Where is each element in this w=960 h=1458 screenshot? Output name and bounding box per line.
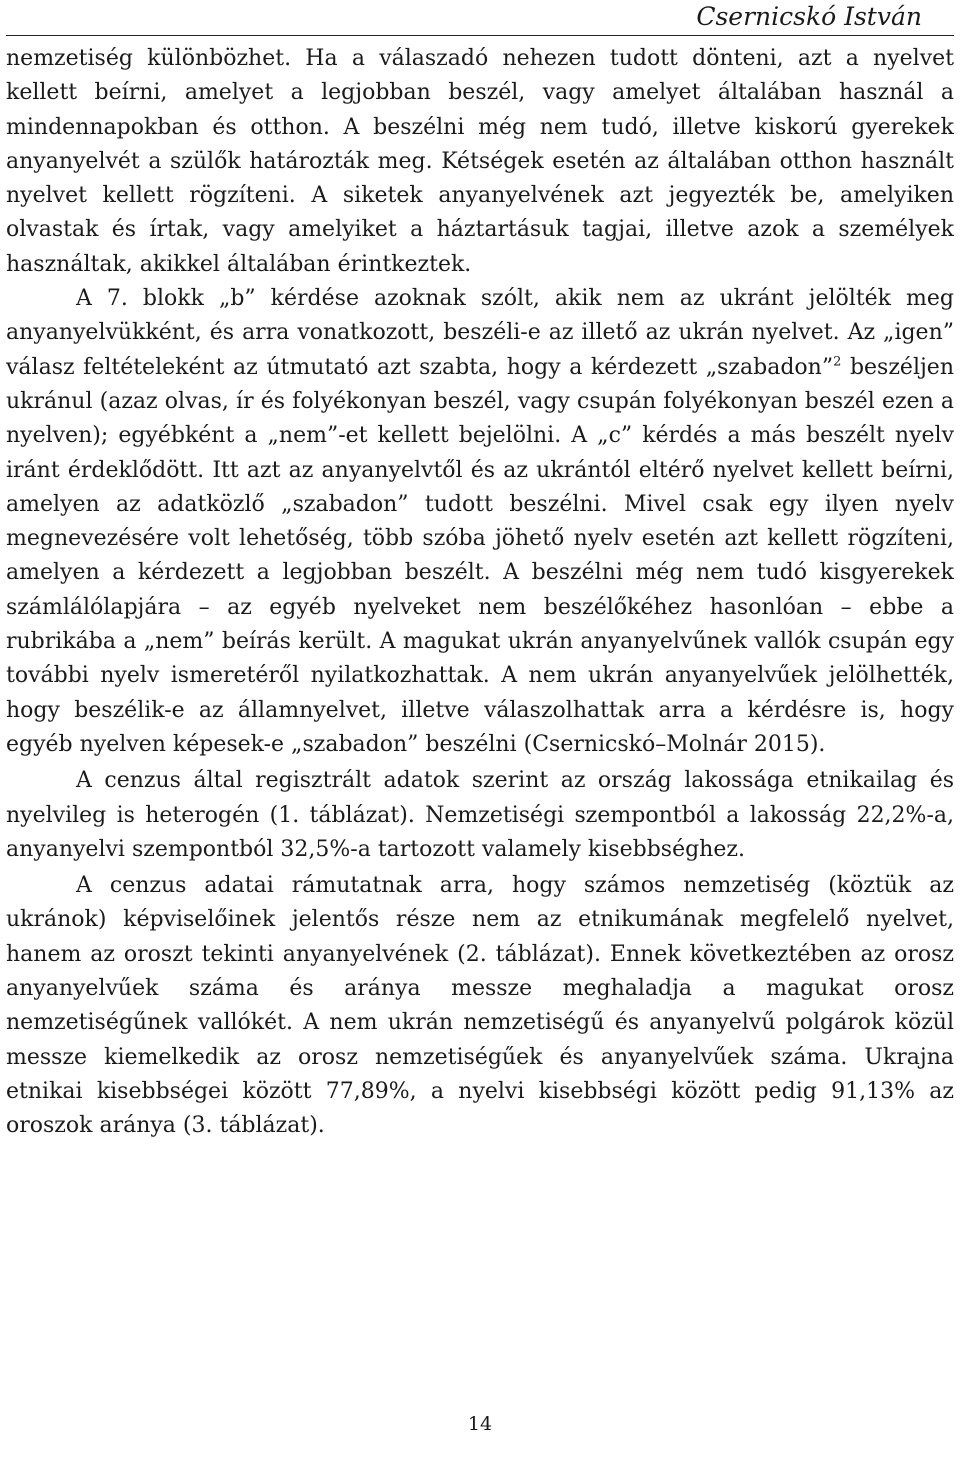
paragraph-4-text: A cenzus adatai rámutatnak arra, hogy számos nemzetiség (köztük az ukránok) képviselőinek jelentős része nem az etnikumának megfelelő nyelvet, hanem az oroszt tekinti anyanyelvének (2. táblázat). Ennek következtében az orosz anyanyelvűek száma és aránya messze meghaladja a magukat orosz nemzetiségűnek vallókét. A nem ukrán nemzetiségű és anyanyelvű polgárok közül messze kiemelkedik az orosz nemzetiségűek és anyanyelvűek száma. Ukrajna etnikai kisebbségei között 77,89%, a nyelvi kisebbségi között pedig 91,13% az oroszok aránya (3. táblázat). — [6, 873, 954, 1139]
paragraph-1 — [6, 42, 954, 282]
paragraph-3-text: A cenzus által regisztrált adatok szerint az ország lakossága etnikailag és nyelvileg is heterogén (1. táblázat). Nemzetiségi szempontból a lakosság 22,2%-a, anyanyelvi szempontból 32,5%-a tartozott valamely kisebbséghez. — [6, 768, 954, 862]
paragraph-1-text: nemzetiség különbözhet. Ha a válaszadó nehezen tudott dönteni, azt a nyelvet kellett beírni, amelyet a legjobban beszél, vagy amelyet általában használ a mindennapokban és otthon. A beszélni még nem tudó, illetve kiskorú gyerekek anyanyelvét a szülők határozták meg. Kétségek esetén az általában otthon használt nyelvet kellett rögzíteni. A siketek anyanyelvének azt jegyezték be, amelyiken olvastak és írtak, vagy amelyiket a háztartásuk tagjai, illetve azok a személyek használtak, akikkel általában érintkeztek. — [6, 46, 954, 277]
paragraph-2-text-a: A 7. blokk „b” kérdése azoknak szólt, akik nem az ukránt jelölték meg anyanyelvükként, és arra vonatkozott, beszéli-e az illető az ukrán nyelvet. Az „igen” válasz feltételeként az útmutató azt szabta, hogy a kérdezett „szabadon” — [6, 286, 954, 380]
paragraph-3 — [6, 764, 954, 867]
footnote-mark: 2 — [833, 354, 842, 370]
page-number: 14 — [467, 1413, 493, 1435]
running-head-author: Csernicskó István — [696, 2, 922, 31]
paragraph-2-text-b: beszéljen ukránul (azaz olvas, ír és folyékonyan beszél, vagy csupán folyékonyan beszél ezen a nyelven); egyébként a „nem”-et kellett bejelölni. A „c” kérdés a más beszélt nyelv iránt érdeklődött. Itt azt az anyanyelvtől és az ukrántól eltérő nyelvet kellett beírni, amelyen az adatközlő „szabadon” tudott beszélni. Mivel csak egy ilyen nyelv megnevezésére volt lehetőség, több szóba jöhető nyelv esetén azt kellett rögzíteni, amelyen a kérdezett a legjobban beszélt. A beszélni még nem tudó kisgyerekek számlálólapjára – az egyéb nyelveket nem beszélőkéhez hasonlóan – ebbe a rubrikába a „nem” beírás került. A magukat ukrán anyanyelvűnek vallók csupán egy további nyelv ismeretéről nyilatkozhattak. A nem ukrán anyanyelvűek jelölhették, hogy beszélik-e az államnyelvet, illetve válaszolhattak arra a kérdésre is, hogy egyéb nyelven képesek-e „szabadon” beszélni (Csernicskó–Molnár 2015). — [6, 354, 954, 757]
header-rule — [6, 35, 954, 36]
paragraph-4 — [6, 869, 954, 1143]
paragraph-2 — [6, 282, 954, 762]
body-text — [6, 42, 954, 1144]
